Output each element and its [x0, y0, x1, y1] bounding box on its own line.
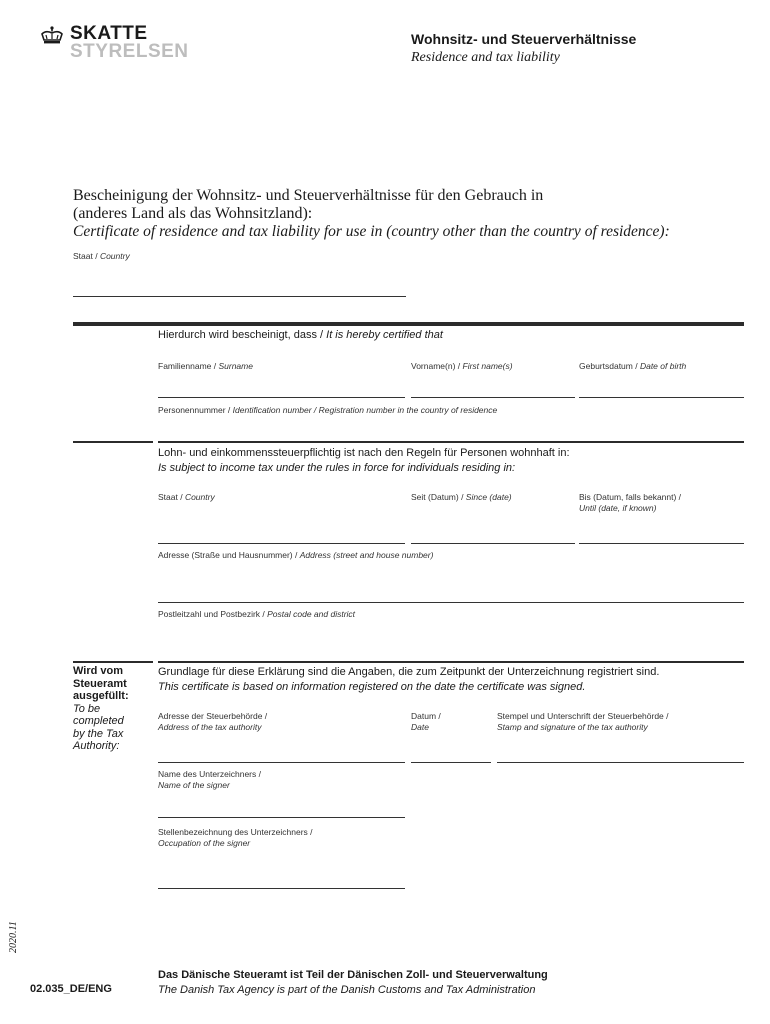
until-date-field[interactable]	[579, 543, 744, 544]
firstname-label: Vorname(n) / First name(s)	[411, 361, 513, 371]
logo	[40, 24, 200, 64]
signer-name-field[interactable]	[158, 817, 405, 818]
intro-title-en: Certificate of residence and tax liability for use in (country other than the country of residence):	[73, 223, 670, 240]
logo-line-2: STYRELSEN	[70, 41, 189, 62]
firstname-field[interactable]	[411, 397, 575, 398]
address-field[interactable]	[158, 602, 744, 603]
section-divider-2-left	[73, 441, 153, 443]
since-date-label: Seit (Datum) / Since (date)	[411, 492, 512, 502]
form-code: 02.035_DE/ENG	[30, 983, 112, 995]
crown-icon	[40, 26, 64, 51]
signer-occupation-label: Stellenbezeichnung des Unterzeichners / Occupation of the signer	[158, 827, 313, 848]
idnumber-label: Personennummer / Identification number / Registration number in the country of residence	[158, 405, 498, 415]
authority-date-field[interactable]	[411, 762, 491, 763]
section-divider-3	[158, 661, 744, 663]
section-divider-2	[158, 441, 744, 443]
tax-authority-address-field[interactable]	[158, 762, 405, 763]
since-date-field[interactable]	[411, 543, 575, 544]
taxable-heading-en: Is subject to income tax under the rules in force for individuals residing in:	[158, 462, 516, 474]
signer-name-label: Name des Unterzeichners / Name of the signer	[158, 769, 261, 790]
tax-authority-address-label: Adresse der Steuerbehörde / Address of the tax authority	[158, 711, 268, 732]
intro-title-de-2: (anderes Land als das Wohnsitzland):	[73, 205, 313, 222]
signer-occupation-field[interactable]	[158, 888, 405, 889]
address-label: Adresse (Straße und Hausnummer) / Address (street and house number)	[158, 550, 434, 560]
section-divider-1	[73, 322, 744, 326]
stamp-signature-label: Stempel und Unterschrift der Steuerbehörde / Stamp and signature of the tax authority	[497, 711, 669, 732]
section-divider-3-left	[73, 661, 153, 663]
authority-basis-en: This certificate is based on information registered on the date the certificate was signed.	[158, 681, 586, 693]
stamp-signature-field[interactable]	[497, 762, 744, 763]
authority-date-label: Datum / Date	[411, 711, 441, 732]
header-title: Wohnsitz- und Steuerverhältnisse	[411, 31, 637, 47]
header-subtitle: Residence and tax liability	[411, 50, 560, 65]
until-date-label: Bis (Datum, falls bekannt) / Until (date, if known)	[579, 492, 682, 513]
version-label: 2020.11	[8, 921, 19, 953]
intro-country-field[interactable]	[73, 296, 406, 297]
dob-field[interactable]	[579, 397, 744, 398]
surname-field[interactable]	[158, 397, 405, 398]
tax-country-field[interactable]	[158, 543, 405, 544]
authority-basis-de: Grundlage für diese Erklärung sind die Angaben, die zum Zeitpunkt der Unterzeichnung registriert sind.	[158, 666, 660, 678]
footer-text-en: The Danish Tax Agency is part of the Danish Customs and Tax Administration	[158, 984, 536, 996]
intro-country-label: Staat / Country	[73, 251, 130, 261]
surname-label: Familienname / Surname	[158, 361, 253, 371]
intro-title-de-1: Bescheinigung der Wohnsitz- und Steuerverhältnisse für den Gebrauch in	[73, 187, 544, 204]
dob-label: Geburtsdatum / Date of birth	[579, 361, 687, 371]
logo-line-1: SKATTE	[70, 23, 148, 44]
postal-label: Postleitzahl und Postbezirk / Postal code and district	[158, 609, 356, 619]
footer-text-de: Das Dänische Steueramt ist Teil der Dänischen Zoll- und Steuerverwaltung	[158, 969, 548, 981]
tax-country-label: Staat / Country	[158, 492, 215, 502]
authority-side-note: Wird vom Steueramt ausgefüllt: To be completed by the Tax Authority:	[73, 665, 129, 752]
taxable-heading-de: Lohn- und einkommenssteuerpflichtig ist nach den Regeln für Personen wohnhaft in:	[158, 447, 570, 459]
certify-heading: Hierdurch wird bescheinigt, dass / It is hereby certified that	[158, 329, 443, 341]
